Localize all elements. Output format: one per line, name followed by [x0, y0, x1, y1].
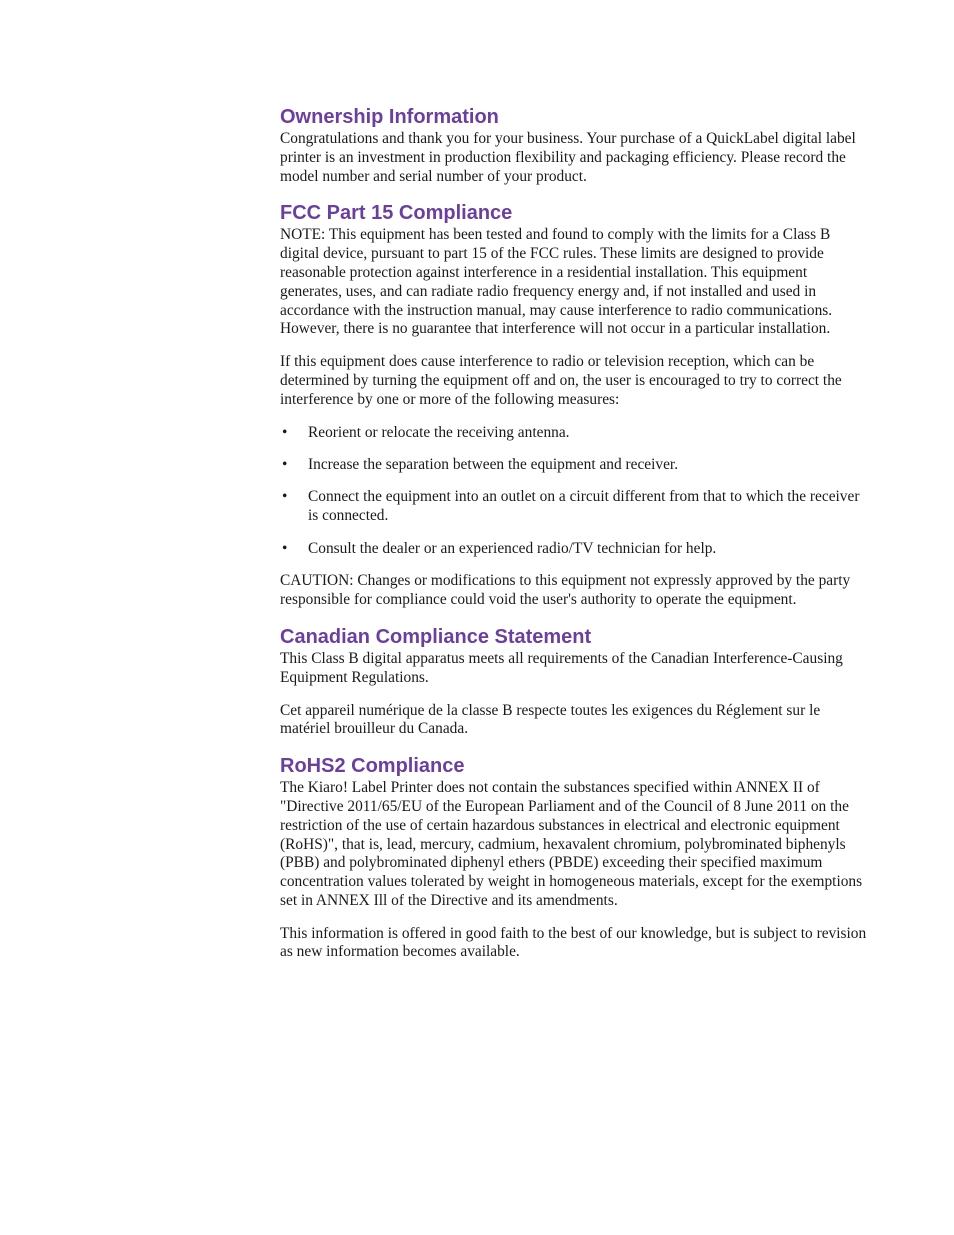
list-item-text: Connect the equipment into an outlet on a circuit different from that to which the receiver is connected.	[308, 488, 860, 525]
section-paragraph: If this equipment does cause interference to radio or television reception, which can be determined by turning the equipment off and on, the user is encouraged to try to correct the interference by one or more of the following measures:	[280, 353, 842, 408]
section-paragraph: Congratulations and thank you for your business. Your purchase of a QuickLabel digital label printer is an investment in production flexibility and packaging efficiency. Please record the model number and serial number of your product.	[280, 130, 856, 185]
list-item	[280, 488, 872, 526]
caution-paragraph: CAUTION: Changes or modifications to this equipment not expressly approved by the party responsible for compliance could void the user's authority to operate the equipment.	[280, 572, 851, 609]
section-paragraph: This Class B digital apparatus meets all requirements of the Canadian Interference-Causing Equipment Regulations.	[280, 649, 843, 686]
section-paragraph: The Kiaro! Label Printer does not contain the substances specified within ANNEX II of "Directive 2011/65/EU of the European Parliament and of the Council of 8 June 2011 on the restriction of the use of certain hazardous substances in electrical and electronic equipment (RoHS)", that is, lead, mercury, cadmium, hexavalent chromium, polybrominated biphenyls (PBB) and polybrominated diphenyl ethers (PBDE) exceeding their specified maximum concentration values tolerated by weight in homogeneous materials, except for the exemptions set in ANNEX Ill of the Directive and its amendments.	[280, 779, 863, 909]
bullet-icon: •	[282, 455, 288, 473]
section-heading: FCC Part 15 Compliance	[280, 202, 513, 225]
section-rohs2-compliance	[280, 753, 872, 962]
document-page	[280, 104, 872, 976]
section-heading: Ownership Information	[280, 106, 499, 128]
list-item-text: Reorient or relocate the receiving antenna.	[308, 423, 570, 441]
section-paragraph: Cet appareil numérique de la classe B respecte toutes les exigences du Réglement sur le matériel brouilleur du Canada.	[280, 701, 821, 738]
bullet-icon: •	[282, 423, 288, 441]
section-heading: Canadian Compliance Statement	[280, 625, 592, 648]
list-item	[280, 456, 872, 475]
bullet-icon: •	[282, 539, 288, 557]
bullet-list	[280, 424, 872, 559]
section-fcc-compliance	[280, 200, 872, 610]
list-item	[280, 540, 872, 559]
list-item	[280, 424, 872, 443]
section-ownership-information	[280, 104, 872, 186]
list-item-text: Consult the dealer or an experienced radio/TV technician for help.	[308, 539, 717, 557]
list-item-text: Increase the separation between the equipment and receiver.	[308, 455, 679, 473]
section-heading: RoHS2 Compliance	[280, 755, 465, 778]
section-paragraph: NOTE: This equipment has been tested and found to comply with the limits for a Class B digital device, pursuant to part 15 of the FCC rules. These limits are designed to provide reasonable protection against interference in a residential installation. This equipment generates, uses, and can radiate radio frequency energy and, if not installed and used in accordance with the instruction manual, may cause interference to radio communications. However, there is no guarantee that interference will not occur in a particular installation.	[280, 226, 833, 338]
section-canadian-compliance	[280, 624, 872, 739]
section-paragraph: This information is offered in good faith to the best of our knowledge, but is subject to revision as new information becomes available.	[280, 924, 867, 961]
bullet-icon: •	[282, 488, 288, 506]
